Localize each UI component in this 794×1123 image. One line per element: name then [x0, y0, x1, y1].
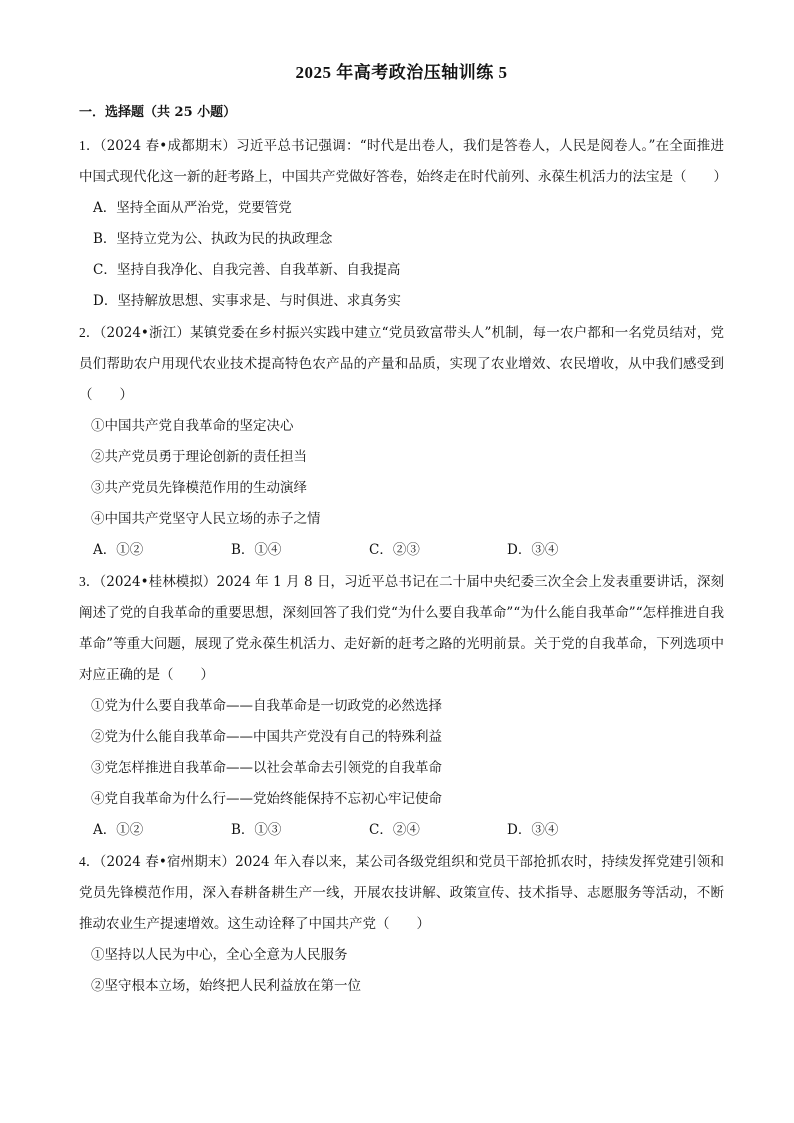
- statement-2: ②共产党员勇于理论创新的责任担当: [91, 449, 307, 465]
- statement-2: ②党为什么能自我革命——中国共产党没有自己的特殊利益: [91, 729, 442, 745]
- question-4: [79, 846, 724, 1002]
- option-a: A．①②: [93, 542, 144, 558]
- option-a: A．坚持全面从严治党，党要管党: [93, 200, 292, 216]
- question-number: 1．: [79, 138, 100, 153]
- question-3: [79, 566, 724, 846]
- option-c: C．②④: [369, 822, 420, 838]
- question-number: 3．: [79, 574, 100, 589]
- question-number: 2．: [79, 325, 100, 340]
- question-number: 4．: [79, 854, 100, 869]
- option-d: D．③④: [507, 822, 559, 838]
- section-heading: 一．选择题（共 25 小题）: [79, 105, 237, 120]
- answer-options: [79, 535, 724, 566]
- question-2: [79, 317, 724, 566]
- statement-1: ①坚持以人民为中心，全心全意为人民服务: [91, 947, 348, 963]
- question-stem: [79, 317, 724, 411]
- question-stem: [79, 846, 724, 940]
- question-text: （2024•桂林模拟）2024 年 1 月 8 日，习近平总书记在二十届中央纪委三次全会上发表重要讲话，深刻阐述了党的自我革命的重要思想，深刻回答了我们党“为什么要自我革命”“为什么能自我革命”“怎样推进自我革命”等重大问题，展现了党永葆生机活力、走好新的赶考之路的光明前景。关于党的自我革命，下列选项中对应正确的是（ ）: [79, 574, 725, 683]
- question-stem: [79, 130, 727, 193]
- option-c: C．②③: [369, 542, 420, 558]
- statement-3: ③党怎样推进自我革命——以社会革命去引领党的自我革命: [91, 760, 442, 776]
- option-d: D．③④: [507, 542, 559, 558]
- question-stem: [79, 566, 724, 691]
- option-b: B．①④: [231, 542, 282, 558]
- option-b: B．坚持立党为公、执政为民的执政理念: [93, 231, 333, 247]
- statement-4: ④党自我革命为什么行——党始终能保持不忘初心牢记使命: [91, 791, 442, 807]
- question-text: （2024 春•成都期末）习近平总书记强调：“时代是出卷人，我们是答卷人，人民是阅卷人。”在全面推进中国式现代化这一新的赶考路上，中国共产党做好答卷，始终走在时代前列、永葆生机活力的法宝是（ ）: [79, 138, 727, 185]
- option-a: A．①②: [93, 822, 144, 838]
- option-b: B．①③: [231, 822, 282, 838]
- option-c: C．坚持自我净化、自我完善、自我革新、自我提高: [93, 262, 401, 278]
- statement-4: ④中国共产党坚守人民立场的赤子之情: [91, 511, 321, 527]
- question-text: （2024 春•宿州期末）2024 年入春以来，某公司各级党组织和党员干部抢抓农时，持续发挥党建引领和党员先锋模范作用，深入春耕备耕生产一线，开展农技讲解、政策宣传、技术指导、志愿服务等活动，不断推动农业生产提速增效。这生动诠释了中国共产党（ ）: [79, 854, 725, 932]
- statement-3: ③共产党员先锋模范作用的生动演绎: [91, 480, 307, 496]
- document-title: 2025 年高考政治压轴训练 5: [295, 63, 508, 82]
- statement-1: ①中国共产党自我革命的坚定决心: [91, 418, 294, 434]
- option-d: D．坚持解放思想、实事求是、与时俱进、求真务实: [93, 293, 401, 309]
- answer-options: [79, 815, 724, 846]
- statement-1: ①党为什么要自我革命——自我革命是一切政党的必然选择: [91, 698, 442, 714]
- statement-2: ②坚守根本立场，始终把人民利益放在第一位: [91, 978, 361, 994]
- question-text: （2024•浙江）某镇党委在乡村振兴实践中建立“党员致富带头人”机制，每一农户都和一名党员结对，党员们帮助农户用现代农业技术提高特色农产品的产量和品质，实现了农业增效、农民增收，从中我们感受到（ ）: [79, 325, 725, 403]
- question-1: [79, 130, 727, 317]
